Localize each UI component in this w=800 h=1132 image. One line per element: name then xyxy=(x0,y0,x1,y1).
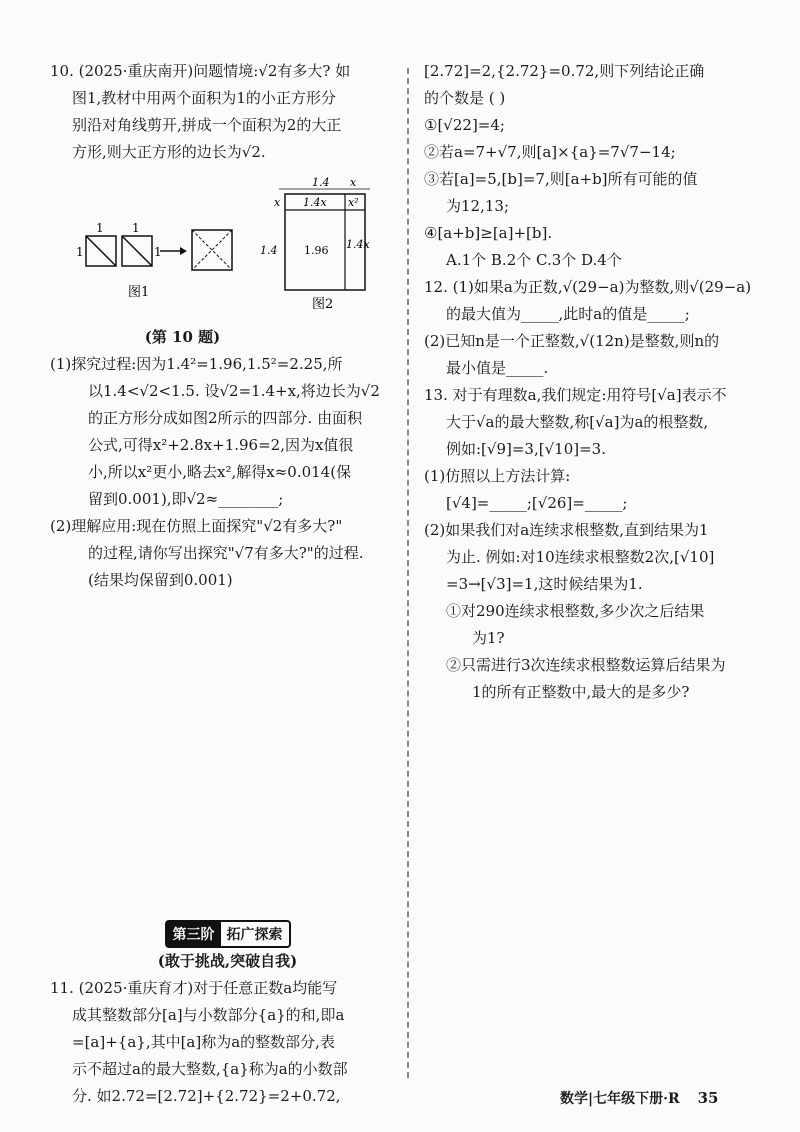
q13-line: 13. 对于有理数a,我们规定:用符号[√a]表示不 xyxy=(424,386,727,404)
figure-caption: (第 10 题) xyxy=(144,328,221,346)
q10-part1-line: 公式,可得x²+2.8x+1.96=2,因为x值很 xyxy=(88,436,354,454)
q11-cont-line: [2.72]=2,{2.72}=0.72,则下列结论正确 xyxy=(424,62,705,80)
fig2-label: 1.4x xyxy=(303,196,327,209)
q11-option: ③若[a]=5,[b]=7,则[a+b]所有可能的值 xyxy=(424,170,698,188)
book-info: 数学|七年级下册·R xyxy=(560,1091,680,1107)
page-number: 35 xyxy=(697,1089,719,1107)
q11-option: ④[a+b]≥[a]+[b]. xyxy=(424,224,553,242)
big-square xyxy=(192,230,232,270)
q10-part2-line: (结果均保留到0.001) xyxy=(88,571,233,589)
question-10 xyxy=(50,58,405,166)
q13-line: [√4]=_____;[√26]=_____; xyxy=(446,494,628,512)
q12-line: (2)已知n是一个正整数,√(12n)是整数,则n的 xyxy=(424,332,720,350)
q10-part1-line: 以1.4<√2<1.5. 设√2=1.4+x,将边长为√2 xyxy=(88,382,380,400)
q11-cont-line: 的个数是 ( ) xyxy=(424,89,506,107)
q11-line: 示不超过a的最大整数,{a}称为a的小数部 xyxy=(72,1060,348,1078)
q10-part1-line: 小,所以x²更小,略去x²,解得x≈0.014(保 xyxy=(88,463,352,481)
q11-line: 11. (2025·重庆育才)对于任意正数a均能写 xyxy=(50,979,338,997)
fig2-caption: 图2 xyxy=(312,297,334,312)
q13-line: ①对290连续求根整数,多少次之后结果 xyxy=(446,602,705,620)
question-10-part-1 xyxy=(50,351,405,513)
q11-line: 分. 如2.72=[2.72]+{2.72}=2+0.72, xyxy=(72,1087,341,1105)
q12-line: 的最大值为_____,此时a的值是_____; xyxy=(446,305,690,323)
q13-line: 为1? xyxy=(472,629,505,647)
question-10-figures xyxy=(50,174,405,324)
q12-line: 12. (1)如果a为正数,√(29−a)为整数,则√(29−a) xyxy=(424,278,752,296)
q10-line: 方形,则大正方形的边长为√2. xyxy=(72,143,266,161)
q13-line: ②只需进行3次连续求根整数运算后结果为 xyxy=(446,656,726,674)
q10-line: 10. (2025·重庆南开)问题情境:√2有多大? 如 xyxy=(50,62,351,80)
q10-part1-line: 的正方形分成如图2所示的四部分. 由面积 xyxy=(88,409,363,427)
section-banner xyxy=(50,920,405,948)
section-subtitle: (敢于挑战,突破自我) xyxy=(157,952,298,970)
fig2-label: x xyxy=(350,176,357,189)
question-13 xyxy=(424,382,764,706)
page-footer xyxy=(560,1088,718,1108)
fig1-label: 1 xyxy=(96,221,104,235)
q11-line: 成其整数部分[a]与小数部分{a}的和,即a xyxy=(72,1006,345,1024)
fig2-label: x² xyxy=(348,196,359,209)
q13-line: 大于√a的最大整数,称[√a]为a的根整数, xyxy=(446,413,709,431)
q10-line: 别沿对角线剪开,拼成一个面积为2的大正 xyxy=(72,116,342,134)
q10-part1-line: (1)探究过程:因为1.4²=1.96,1.5²=2.25,所 xyxy=(50,355,343,373)
q10-part2-line: 的过程,请你写出探究"√7有多大?"的过程. xyxy=(88,544,364,562)
q11-choices: A.1个 B.2个 C.3个 D.4个 xyxy=(446,251,622,269)
q13-line: 1的所有正整数中,最大的是多少? xyxy=(472,683,690,701)
question-10-part-2 xyxy=(50,513,405,594)
q11-option: ①[√22]=4; xyxy=(424,116,505,134)
question-12 xyxy=(424,274,764,382)
fig2-label: 1.4 xyxy=(260,244,278,257)
q11-line: =[a]+{a},其中[a]称为a的整数部分,表 xyxy=(72,1033,335,1051)
fig1-label: 1 xyxy=(132,221,140,235)
q10-line: 图1,教材中用两个面积为1的小正方形分 xyxy=(72,89,336,107)
figure-1 xyxy=(76,221,232,300)
fig2-label: 1.4 xyxy=(312,176,330,189)
section-badge xyxy=(165,920,291,948)
question-11-continued xyxy=(424,58,764,274)
q11-option: ②若a=7+√7,则[a]×{a}=7√7−14; xyxy=(424,143,676,161)
fig1-caption: 图1 xyxy=(128,285,150,300)
q10-part2-line: (2)理解应用:现在仿照上面探究"√2有多大?" xyxy=(50,517,343,535)
q13-line: 为止. 例如:对10连续求根整数2次,[√10] xyxy=(446,548,715,566)
fig2-label: 1.96 xyxy=(304,244,329,257)
q13-line: =3→[√3]=1,这时候结果为1. xyxy=(446,575,643,593)
q13-line: 例如:[√9]=3,[√10]=3. xyxy=(446,440,606,458)
right-column xyxy=(424,58,764,706)
left-column xyxy=(50,58,405,1110)
question-11 xyxy=(50,975,405,1110)
stage-label: 第三阶 xyxy=(167,922,221,946)
q11-option: 为12,13; xyxy=(446,197,509,215)
figure-diagram xyxy=(50,174,405,324)
figure-2 xyxy=(260,176,370,312)
fig1-label: 1 xyxy=(76,245,84,259)
column-divider xyxy=(407,68,409,1078)
section-title: 拓广探索 xyxy=(226,927,283,943)
q13-line: (2)如果我们对a连续求根整数,直到结果为1 xyxy=(424,521,709,539)
q12-line: 最小值是_____. xyxy=(446,359,549,377)
q13-line: (1)仿照以上方法计算: xyxy=(424,467,571,485)
q10-part1-line: 留到0.001),即√2≈________; xyxy=(88,490,284,508)
fig1-label: 1 xyxy=(154,245,162,259)
fig2-label: 1.4x xyxy=(346,238,370,251)
fig2-label: x xyxy=(274,196,281,209)
